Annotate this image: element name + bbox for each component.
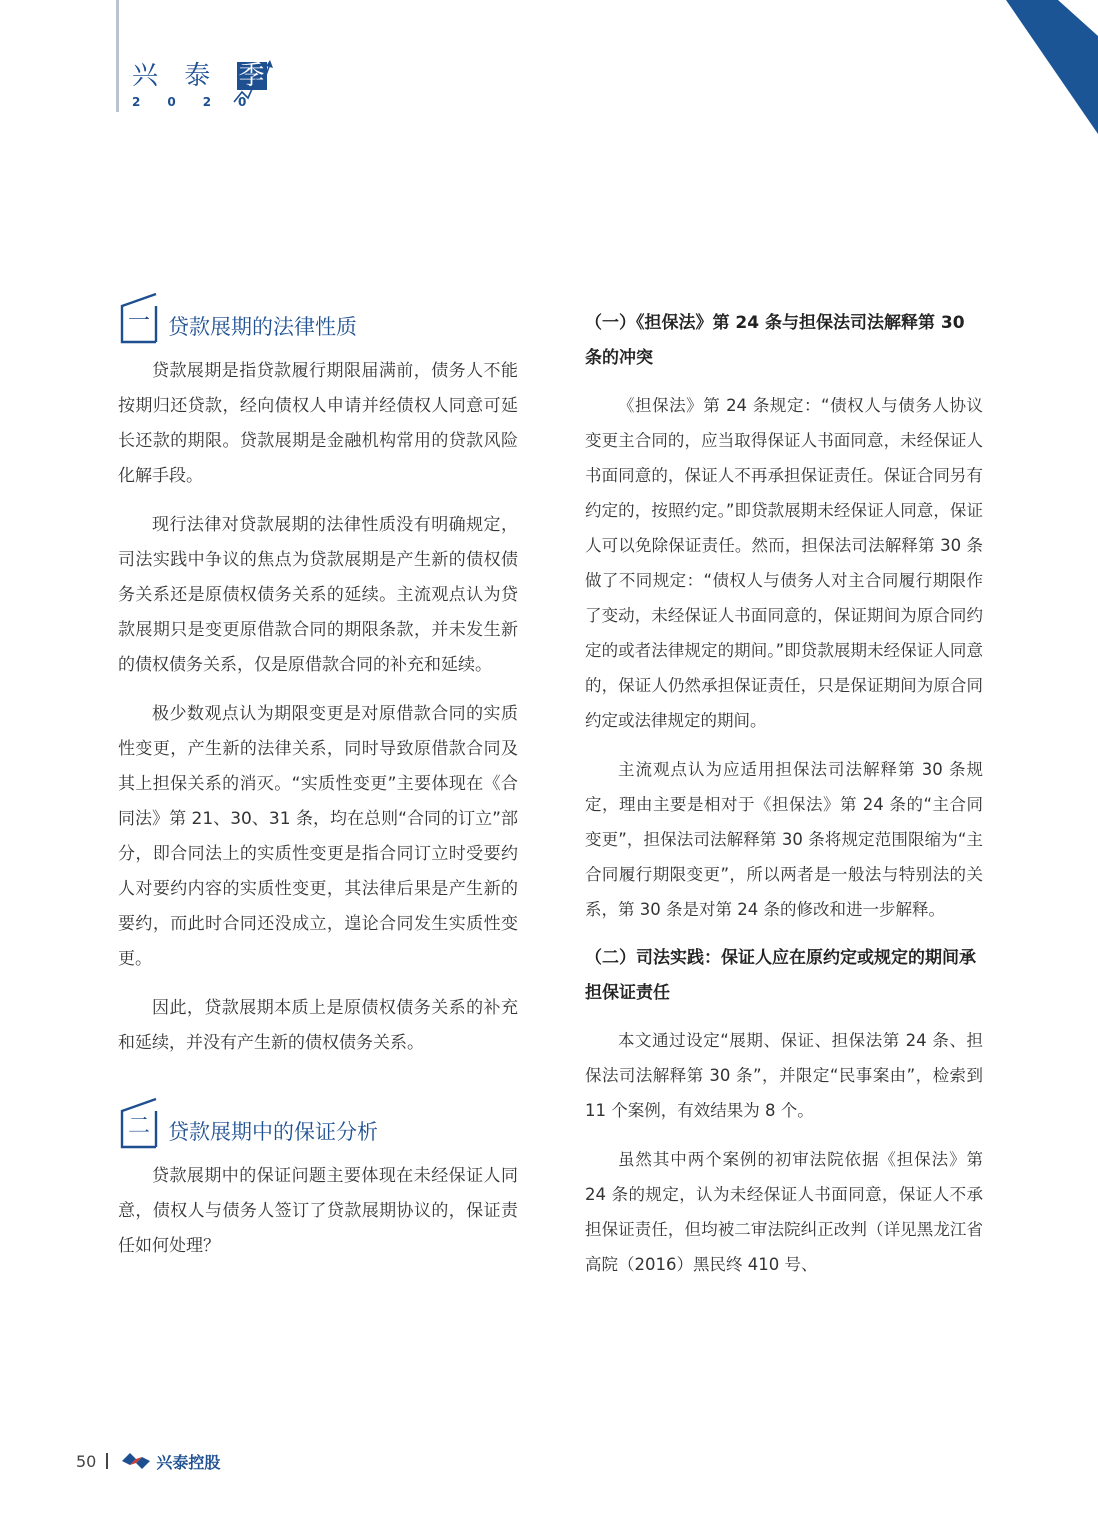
page-number: 50 (76, 1451, 97, 1471)
corner-stripe-decoration (898, 0, 1098, 140)
section-number: 一 (127, 309, 150, 334)
left-column (118, 290, 518, 1278)
page-footer (76, 1447, 220, 1475)
paragraph: 本文通过设定“展期、保证、担保法第 24 条、担保法司法解释第 30 条”，并限定“民事案由”，检索到 11 个案例，有效结果为 8 个。 (585, 1031, 983, 1120)
masthead-year: 2020 (132, 95, 274, 109)
masthead-title-text: 兴 泰 (132, 61, 220, 91)
paragraph: 贷款展期是指贷款履行期限届满前，债务人不能按期归还贷款，经向债权人申请并经债权人同意可延长还款的期限。贷款展期是金融机构常用的贷款风险化解手段。 (118, 361, 518, 486)
paragraph: 因此，贷款展期本质上是原债权债务关系的补充和延续，并没有产生新的债权债务关系。 (118, 998, 518, 1053)
brand-logo-icon (120, 1450, 152, 1472)
section-heading-1 (118, 290, 518, 346)
paragraph: 极少数观点认为期限变更是对原借款合同的实质性变更，产生新的法律关系，同时导致原借款合同及其上担保关系的消灭。“实质性变更”主要体现在《合同法》第 21、30、31 条，均在总则“合同的订立”部分，即合同法上的实质性变更是指合同订立时受要约人对要约内容的实质性变更，其法律后果是产生新的要约，而此时合同还没成立，遑论合同发生实质性变更。 (118, 704, 518, 969)
footer-divider (106, 1453, 108, 1469)
subsection-heading-2: （二）司法实践：保证人应在原约定或规定的期间承担保证责任 (585, 948, 976, 1003)
paragraph: 《担保法》第 24 条规定：“债权人与债务人协议变更主合同的，应当取得保证人书面同意，未经保证人书面同意的，保证人不再承担保证责任。保证合同另有约定的，按照约定。”即贷款展期未经保证人同意，保证人可以免除保证责任。然而，担保法司法解释第 30 条做了不同规定：“债权人与债务人对主合同履行期限作了变动，未经保证人书面同意的，保证期间为原合同约定的或者法律规定的期间。”即贷款展期未经保证人同意的，保证人仍然承担保证责任，只是保证期间为原合同约定或法律规定的期间。 (585, 396, 983, 730)
section-heading-2 (118, 1095, 518, 1151)
section-title: 贷款展期的法律性质 (168, 315, 357, 339)
right-column (585, 306, 983, 1296)
masthead-title-box: 季 (238, 61, 265, 91)
masthead-vertical-bar (116, 0, 119, 112)
brand-name: 兴泰控股 (156, 1452, 221, 1472)
section-number: 二 (127, 1114, 150, 1139)
trend-arrow-icon (232, 58, 274, 106)
subsection-heading-1: （一）《担保法》第 24 条与担保法司法解释第 30 条的冲突 (585, 313, 965, 368)
paragraph: 现行法律对贷款展期的法律性质没有明确规定，司法实践中争议的焦点为贷款展期是产生新的债权债务关系还是原债权债务关系的延续。主流观点认为贷款展期只是变更原借款合同的期限条款，并未发生新的债权债务关系，仅是原借款合同的补充和延续。 (118, 515, 518, 675)
section-title: 贷款展期中的保证分析 (168, 1120, 378, 1144)
paragraph: 主流观点认为应适用担保法司法解释第 30 条规定，理由主要是相对于《担保法》第 24 条的“主合同变更”，担保法司法解释第 30 条将规定范围限缩为“主合同履行期限变更”，所以两者是一般法与特别法的关系，第 30 条是对第 24 条的修改和进一步解释。 (585, 760, 983, 919)
paragraph: 虽然其中两个案例的初审法院依据《担保法》第 24 条的规定，认为未经保证人书面同意，保证人不承担保证责任，但均被二审法院纠正改判（详见黑龙江省高院（2016）黑民终 410 号、 (585, 1150, 983, 1274)
paragraph: 贷款展期中的保证问题主要体现在未经保证人同意，债权人与债务人签订了贷款展期协议的，保证责任如何处理？ (118, 1166, 518, 1256)
